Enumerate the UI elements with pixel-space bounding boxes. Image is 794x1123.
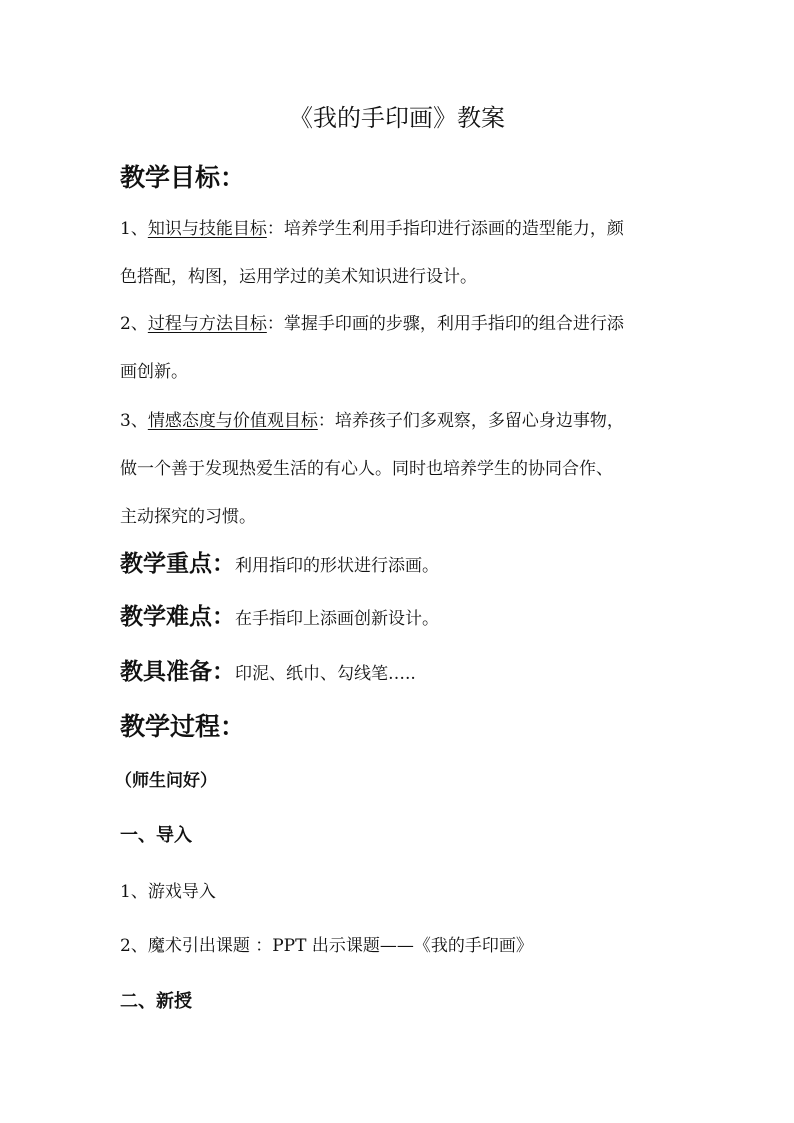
tools-text: 印泥、纸巾、勾线笔….. [235,664,416,684]
step-magic-intro: 2、魔术引出课题 ：PPT 出示课题——《我的手印画》 [120,936,533,956]
goal-text-line2: 画创新。 [120,362,188,382]
goal-colon: ： [266,219,284,239]
goal-colon: ： [317,411,335,431]
goal-item-knowledge [120,205,680,301]
goal-text-line2: 色搭配，构图，运用学过的美术知识进行设计。 [120,267,477,287]
goal-item-emotion [120,397,680,541]
process-heading: 教学过程： [120,712,246,741]
key-point-label: 教学重点： [120,550,235,577]
goal-colon: ： [266,314,284,334]
goal-text-line3: 主动探究的习惯。 [120,507,256,527]
goal-number: 3、 [120,411,148,431]
goal-text-line1: 培养孩子们多观察，多留心身边事物， [334,411,624,431]
goal-text-line1: 掌握手印画的步骤，利用手指印的组合进行添 [283,314,624,334]
goal-text-line1: 培养学生利用手指印进行添画的造型能力，颜 [283,219,624,239]
tools-label: 教具准备： [120,658,235,685]
goal-item-process [120,300,680,396]
difficulty-label: 教学难点： [120,603,235,630]
goal-label: 过程与方法目标 [147,314,267,334]
goal-number: 2、 [120,314,148,334]
difficulty [120,598,439,631]
goal-label: 知识与技能目标 [147,219,267,239]
difficulty-text: 在手指印上添画创新设计。 [235,609,439,629]
goal-text-line2: 做一个善于发现热爱生活的有心人。同时也培养学生的协同合作、 [120,459,613,479]
greeting-note: （师生问好） [115,771,217,791]
key-point-text: 利用指印的形状进行添画。 [235,556,439,576]
goals-heading: 教学目标： [120,163,246,192]
step-game-intro: 1、游戏导入 [120,882,216,902]
tools [120,653,416,686]
key-point [120,545,439,578]
document-title: 《我的手印画》教案 [289,104,505,132]
section-intro-heading: 一、导入 [120,825,192,846]
section-new-lesson-heading: 二、新授 [120,991,192,1012]
goal-number: 1、 [120,219,148,239]
goal-label: 情感态度与价值观目标 [147,411,318,431]
